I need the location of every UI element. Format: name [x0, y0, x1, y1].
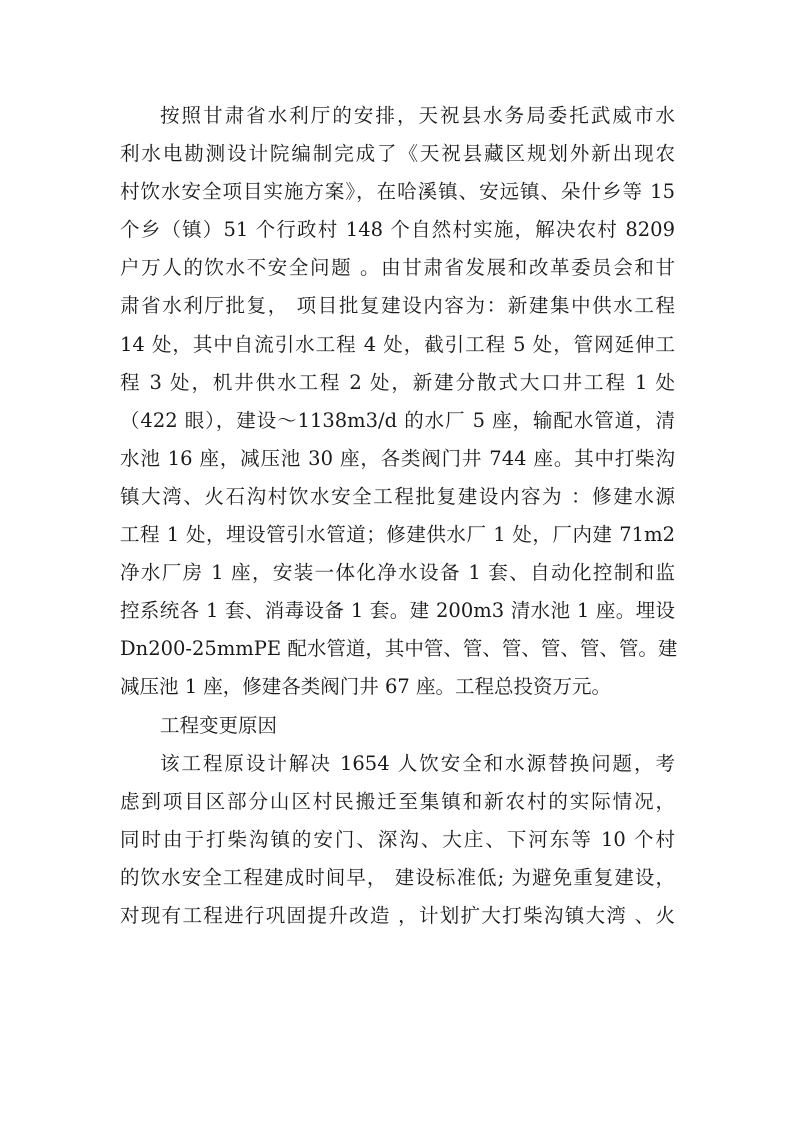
text-line: 14 处，其中自流引水工程 4 处，截引工程 5 处，管网延伸工	[120, 332, 675, 356]
section-heading-change-reasons	[120, 707, 675, 745]
text-line: Dn200-25mmPE 配水管道，其中管、管、管、管、管、管。建	[120, 637, 678, 661]
paragraph-project-overview	[120, 97, 678, 707]
text-line: 水池 16 座，减压池 30 座，各类阀门井 744 座。其中打柴沟	[120, 446, 675, 470]
text-line: 的饮水安全工程建成时间早， 建设标准低; 为避免重复建设，	[120, 865, 675, 889]
paragraph-change-reasons	[120, 745, 675, 935]
text-line: 对现有工程进行巩固提升改造 ，计划扩大打柴沟镇大湾 、火	[120, 903, 675, 927]
text-line: 镇大湾、火石沟村饮水安全工程批复建设内容为 ：修建水源	[120, 484, 675, 508]
text-line: （422 眼），建设～1138m3/d 的水厂 5 座，输配水管道，清	[120, 408, 675, 432]
text-line: 肃省水利厅批复， 项目批复建设内容为：新建集中供水工程	[120, 294, 675, 318]
text-line: 个乡（镇）51 个行政村 148 个自然村实施，解决农村 8209	[120, 218, 675, 242]
text-line: 控系统各 1 套、消毒设备 1 套。建 200m3 清水池 1 座。埋设	[120, 599, 675, 623]
text-line: 利水电勘测设计院编制完成了《天祝县藏区规划外新出现农	[120, 142, 675, 166]
text-line: 程 3 处，机井供水工程 2 处，新建分散式大口井工程 1 处	[120, 370, 675, 394]
text-line: 户万人的饮水不安全问题 。由甘肃省发展和改革委员会和甘	[120, 256, 675, 280]
text-line: 减压池 1 座，修建各类阀门井 67 座。工程总投资万元。	[120, 675, 612, 699]
section-heading: 工程变更原因	[160, 713, 278, 737]
text-line: 工程 1 处，埋设管引水管道；修建供水厂 1 处，厂内建 71m2	[120, 523, 675, 547]
text-line: 同时由于打柴沟镇的安门、深沟、大庄、下河东等 10 个村	[120, 827, 675, 851]
text-line: 虑到项目区部分山区村民搬迁至集镇和新农村的实际情况，	[120, 789, 675, 813]
text-line: 净水厂房 1 座，安装一体化净水设备 1 套、自动化控制和监	[120, 561, 675, 585]
document-body	[120, 97, 678, 935]
text-line: 该工程原设计解决 1654 人饮安全和水源替换问题，考	[160, 751, 675, 775]
text-line: 按照甘肃省水利厅的安排，天祝县水务局委托武威市水	[160, 104, 675, 127]
text-line: 村饮水安全项目实施方案》，在哈溪镇、安远镇、朵什乡等 15	[120, 180, 675, 204]
